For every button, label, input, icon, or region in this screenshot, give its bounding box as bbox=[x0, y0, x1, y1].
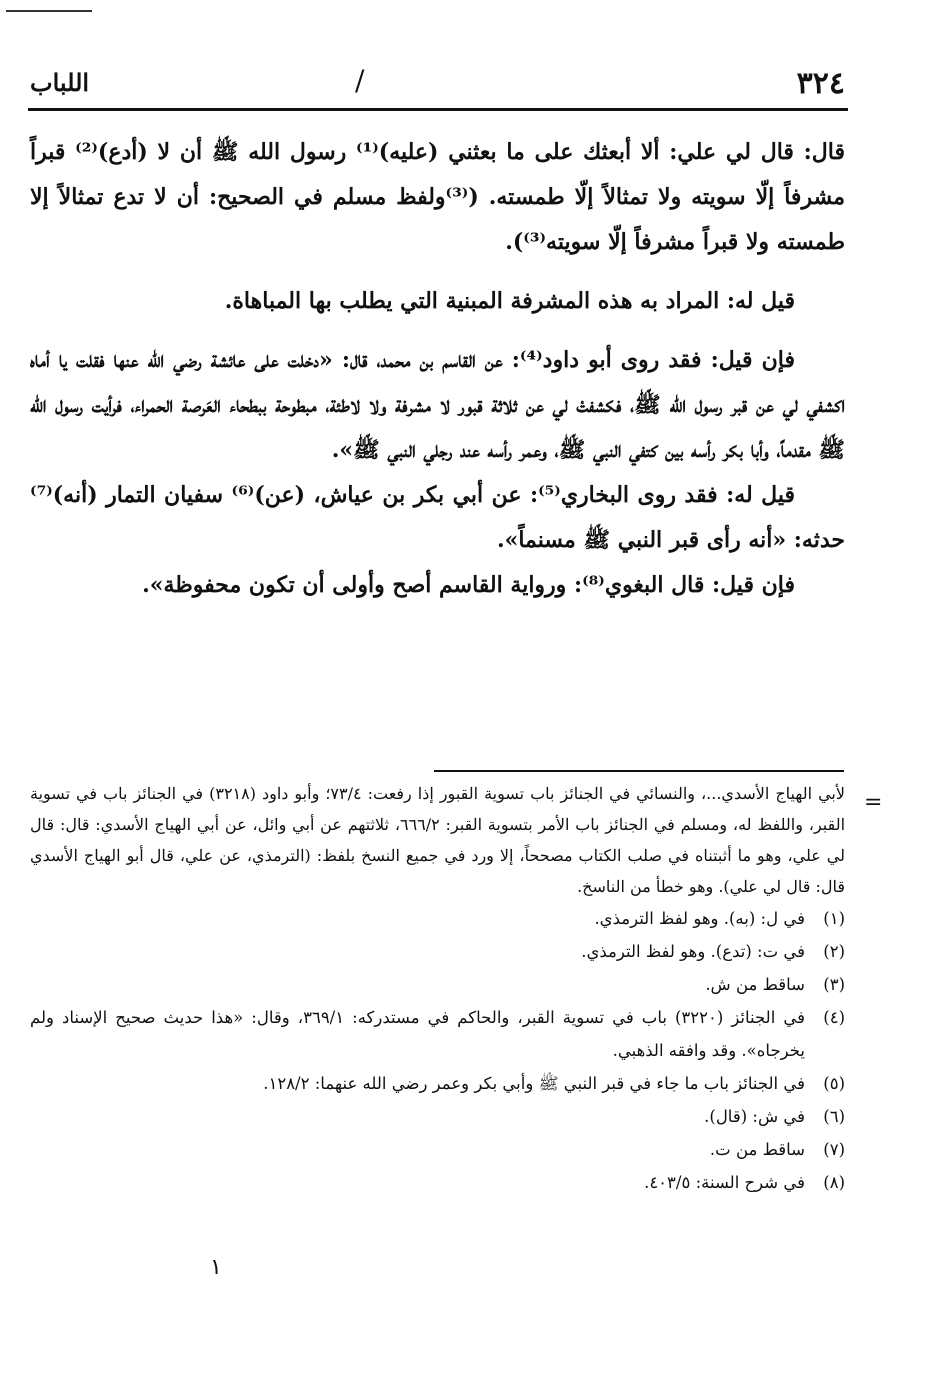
page-number: ٣٢٤ bbox=[796, 66, 845, 101]
paragraph-2: قيل له: المراد به هذه المشرفة المبنية التي يطلب بها المباهاة. bbox=[224, 288, 795, 314]
paragraph-1: قال: قال لي علي: ألا أبعثك على ما بعثني (عليه)⁽¹⁾ رسول الله ﷺ أن لا (أدع)⁽²⁾ قبراً مشرفاً إلّا سويته ولا تمثالاً إلّا طمسته. (⁽³⁾ولفظ مسلم في الصحيح: أن لا تدع تمثالاً إلا طمسته ولا قبراً مشرفاً إلّا سويته⁽³⁾). bbox=[30, 139, 846, 255]
footnote-text: في الجنائز باب ما جاء في قبر النبي ﷺ وأبي بكر وعمر رضي الله عنهما: ١٢٨/٢. bbox=[263, 1074, 805, 1093]
footnote-text: في شرح السنة: ٤٠٣/٥. bbox=[644, 1173, 805, 1192]
footnote-6 bbox=[30, 1100, 845, 1133]
footnote-number: (٥) bbox=[823, 1074, 845, 1093]
footnote-8 bbox=[30, 1166, 845, 1199]
main-text bbox=[30, 130, 845, 608]
footnote-text: في ل: (به). وهو لفظ الترمذي. bbox=[594, 909, 805, 928]
footnote-list bbox=[30, 902, 845, 1199]
footnote-number: (١) bbox=[823, 909, 845, 928]
footnote-text: في ش: (قال). bbox=[704, 1107, 805, 1126]
footnote-text: ساقط من ت. bbox=[709, 1140, 805, 1159]
footnote-rule bbox=[434, 770, 844, 772]
footnote-text: ساقط من ش. bbox=[705, 975, 805, 994]
footnote-2 bbox=[30, 935, 845, 968]
footnote-number: (٨) bbox=[823, 1173, 845, 1192]
footnote-1 bbox=[30, 902, 845, 935]
paragraph-3: فإن قيل: فقد روى أبو داود⁽⁴⁾: عن القاسم بن محمد، قال: «دخلت على عائشة رضي الله عنها فقلت يا أماه اكشفي لي عن قبر رسول الله ﷺ، فكشفتْ لي عن ثلاثة قبور لا مشرفة ولا لاطئة، مبطوحة ببطحاء العَرصة الحمراء، فرأيت رسول الله ﷺ مقدماً، وأبا بكر رأسه بين كتفي النبي ﷺ، وعمر رأسه عند رجلي النبي ﷺ». bbox=[30, 347, 845, 463]
continuation-mark: = bbox=[864, 790, 883, 815]
footnote-number: (٧) bbox=[823, 1140, 845, 1159]
corner-rule bbox=[6, 10, 92, 12]
paragraph-5: فإن قيل: قال البغوي⁽⁸⁾: ورواية القاسم أصح وأولى أن تكون محفوظة». bbox=[142, 572, 795, 598]
footnote-number: (٢) bbox=[823, 942, 845, 961]
footnote-text: في الجنائز (٣٢٢٠) باب في تسوية القبر، والحاكم في مستدركه: ٣٦٩/١، وقال: «هذا حديث صحيح الإسناد ولم يخرجاه». وقد وافقه الذهبي. bbox=[30, 1008, 805, 1060]
footnote-continuation: لأبي الهياج الأسدي...، والنسائي في الجنائز باب تسوية القبور إذا رفعت: ٧٣/٤؛ وأبو داود (٣٢١٨) في الجنائز باب في تسوية القبر، واللفظ له، ومسلم في الجنائز باب الأمر بتسوية القبر: ٦٦٦/٢، ثلاثتهم عن أبي وائل، عن أبي الهياج الأسدي: قال: قال لي علي، وهو ما أثبتناه في صلب الكتاب مصححاً، إلا ورد في جميع النسخ بلفظ: (الترمذي، عن علي، قال أبو الهياج الأسدي قال: قال لي علي). وهو خطأ من الناسخ. bbox=[30, 784, 846, 896]
footnote-number: (٦) bbox=[823, 1107, 845, 1126]
footnote-3 bbox=[30, 968, 845, 1001]
paragraph-4: قيل له: فقد روى البخاري⁽⁵⁾: عن أبي بكر بن عياش، (عن)⁽⁶⁾ سفيان التمار (أنه)⁽⁷⁾ حدثه: «أنه رأى قبر النبي ﷺ مسنماً». bbox=[30, 482, 845, 553]
footnote-number: (٤) bbox=[823, 1008, 845, 1027]
header-mark: / bbox=[355, 64, 365, 97]
footnotes bbox=[30, 778, 845, 1199]
footnote-4 bbox=[30, 1001, 845, 1067]
footnote-text: في ت: (تدع). وهو لفظ الترمذي. bbox=[581, 942, 805, 961]
header-rule bbox=[28, 108, 848, 111]
page-header bbox=[30, 66, 845, 104]
footnote-5 bbox=[30, 1067, 845, 1100]
running-title: اللباب bbox=[30, 68, 90, 97]
footnote-7 bbox=[30, 1133, 845, 1166]
footnote-number: (٣) bbox=[823, 975, 845, 994]
stray-mark: ١ bbox=[210, 1255, 222, 1280]
